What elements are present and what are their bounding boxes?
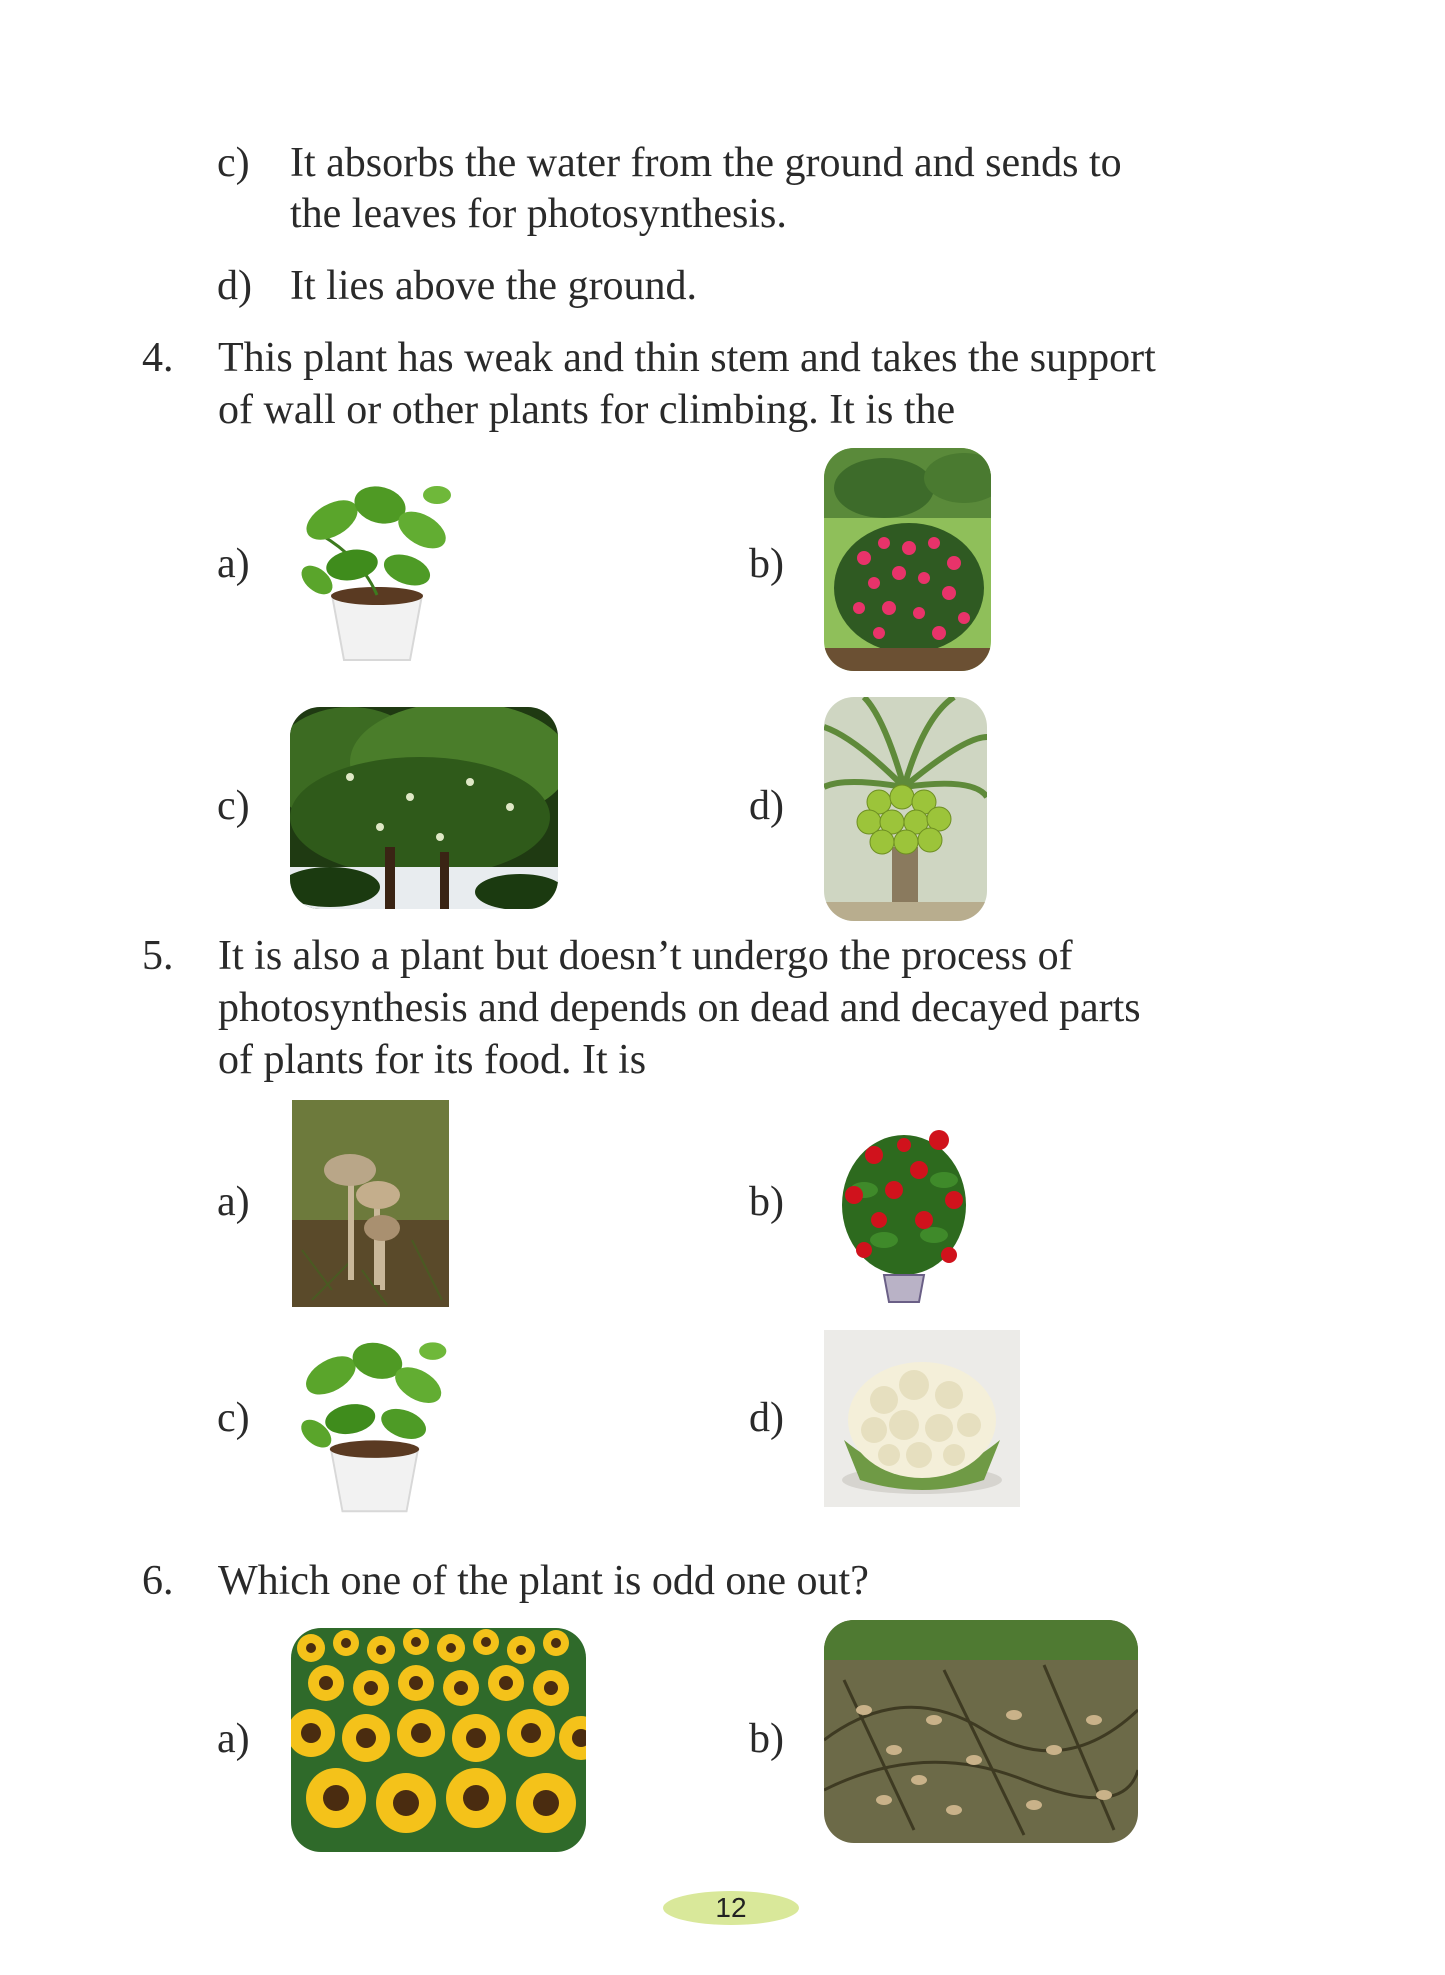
q5-option-d-label: d): [749, 1395, 784, 1441]
q6-number: 6.: [142, 1558, 174, 1604]
q5-line1: It is also a plant but doesn’t undergo the process of: [218, 933, 1073, 979]
q4-option-d-coconut-tree-image[interactable]: [824, 697, 987, 921]
q5-option-a-label: a): [217, 1179, 250, 1225]
q4-number: 4.: [142, 335, 174, 381]
q5-number: 5.: [142, 933, 174, 979]
q5-option-c-label: c): [217, 1395, 250, 1441]
q5-option-b-label: b): [749, 1179, 784, 1225]
q5-option-a-mushrooms-image[interactable]: [292, 1100, 449, 1307]
page-number: 12: [715, 1892, 747, 1923]
q3-option-c-line2: the leaves for photosynthesis.: [290, 191, 787, 237]
q3-option-c-letter: c): [217, 140, 250, 186]
q6-option-b-groundnut-plants-image[interactable]: [824, 1620, 1138, 1843]
q4-option-b-rose-bush-image[interactable]: [824, 448, 991, 671]
q4-option-a-money-plant-image[interactable]: [292, 470, 462, 665]
q6-option-a-label: a): [217, 1716, 250, 1762]
q3-option-d-letter: d): [217, 263, 252, 309]
q4-option-c-mango-tree-image[interactable]: [290, 707, 558, 909]
q4-line1: This plant has weak and thin stem and takes the support: [218, 335, 1156, 381]
q5-option-d-cauliflower-image[interactable]: [824, 1330, 1020, 1507]
q4-line2: of wall or other plants for climbing. It is the: [218, 387, 956, 433]
q4-option-b-label: b): [749, 541, 784, 587]
q4-option-a-label: a): [217, 541, 250, 587]
q4-option-d-label: d): [749, 783, 784, 829]
q5-option-b-red-rose-plant-image[interactable]: [824, 1110, 982, 1305]
q3-option-c-line1: It absorbs the water from the ground and sends to: [290, 140, 1122, 186]
q6-text: Which one of the plant is odd one out?: [218, 1558, 869, 1604]
q6-option-b-label: b): [749, 1716, 784, 1762]
q3-option-d-text: It lies above the ground.: [290, 263, 698, 309]
q5-line3: of plants for its food. It is: [218, 1037, 647, 1083]
page-number-badge: [663, 1891, 799, 1925]
q5-option-c-money-plant-image[interactable]: [292, 1326, 457, 1517]
q4-option-c-label: c): [217, 783, 250, 829]
q5-line2: photosynthesis and depends on dead and decayed parts: [218, 985, 1141, 1031]
q6-option-a-sunflower-field-image[interactable]: [291, 1628, 586, 1852]
